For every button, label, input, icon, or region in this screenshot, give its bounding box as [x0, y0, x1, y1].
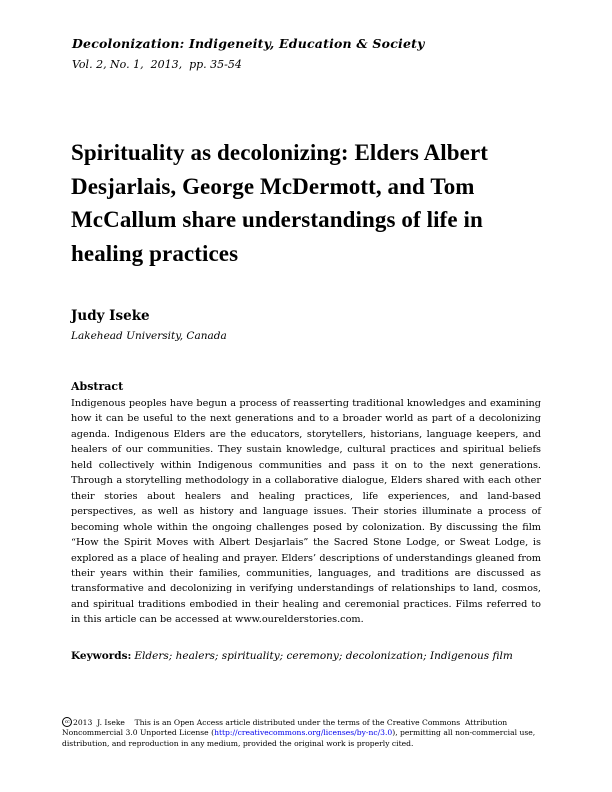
- license-link[interactable]: http://creativecommons.org/licenses/by-nc/3.0: [214, 728, 393, 738]
- keywords-label: Keywords:: [71, 650, 132, 662]
- creative-commons-icon: cc: [62, 717, 72, 727]
- abstract-heading: Abstract: [71, 380, 124, 393]
- license-footer: [62, 717, 551, 749]
- journal-header: [72, 36, 552, 71]
- article-title-line-4: healing practices: [71, 240, 239, 266]
- keywords-value: Elders; healers; spirituality; ceremony; decolonization; Indigenous film: [134, 650, 513, 662]
- journal-name: Decolonization: Indigeneity, Education & Society: [72, 36, 425, 51]
- article-title-line-1: Spirituality as decolonizing: Elders Albert: [71, 140, 489, 165]
- abstract-body: Indigenous peoples have begun a process of reasserting traditional knowledges and examining how it can be useful to the next generations and to a broader world as part of a decolonizing agenda. Indigenous Elders are the educators, storytellers, historians, language keepers, and healers of our communities. They sustain knowledge, cultural practices and spiritual beliefs held collectively within Indigenous communities and pass it on to the next generations. Through a storytelling methodology in a collaborative dialogue, Elders shared with each other their stories about healers and healing practices, life experiences, and land-based perspectives, as well as history and language issues. Their stories illuminate a process of becoming whole within the ongoing challenges posed by colonization. By discussing the film “How the Spirit Moves with Albert Desjarlais” the Sacred Stone Lodge, or Sweat Lodge, is explored as a place of healing and prayer. Elders’ descriptions of understandings gleaned from their years within their families, communities, languages, and traditions are discussed as transformative and decolonizing in verifying understandings of relationships to land, cosmos, and spiritual traditions embodied in their healing and ceremonial practices. Films referred to in this article can be accessed at www.ourelderstories.com.: [71, 398, 541, 626]
- article-title: [71, 136, 561, 270]
- author-affiliation: Lakehead University, Canada: [71, 330, 227, 342]
- license-text-before-link: 2013 J. Iseke This is an Open Access article distributed under the terms of the Creative Commons Attribution Noncommercial 3.0 Unported License (: [62, 718, 510, 738]
- license-text-after-link: ), permitting all non-commercial use, distribution, and reproduction in any medium, provided the original work is properly cited.: [62, 728, 538, 748]
- keywords-line: [71, 650, 541, 662]
- article-title-line-2: Desjarlais, George McDermott, and Tom: [71, 173, 475, 199]
- journal-issue-info: Vol. 2, No. 1, 2013, pp. 35-54: [72, 58, 242, 71]
- author-name: Judy Iseke: [71, 308, 150, 324]
- article-title-line-3: McCallum share understandings of life in: [71, 207, 483, 232]
